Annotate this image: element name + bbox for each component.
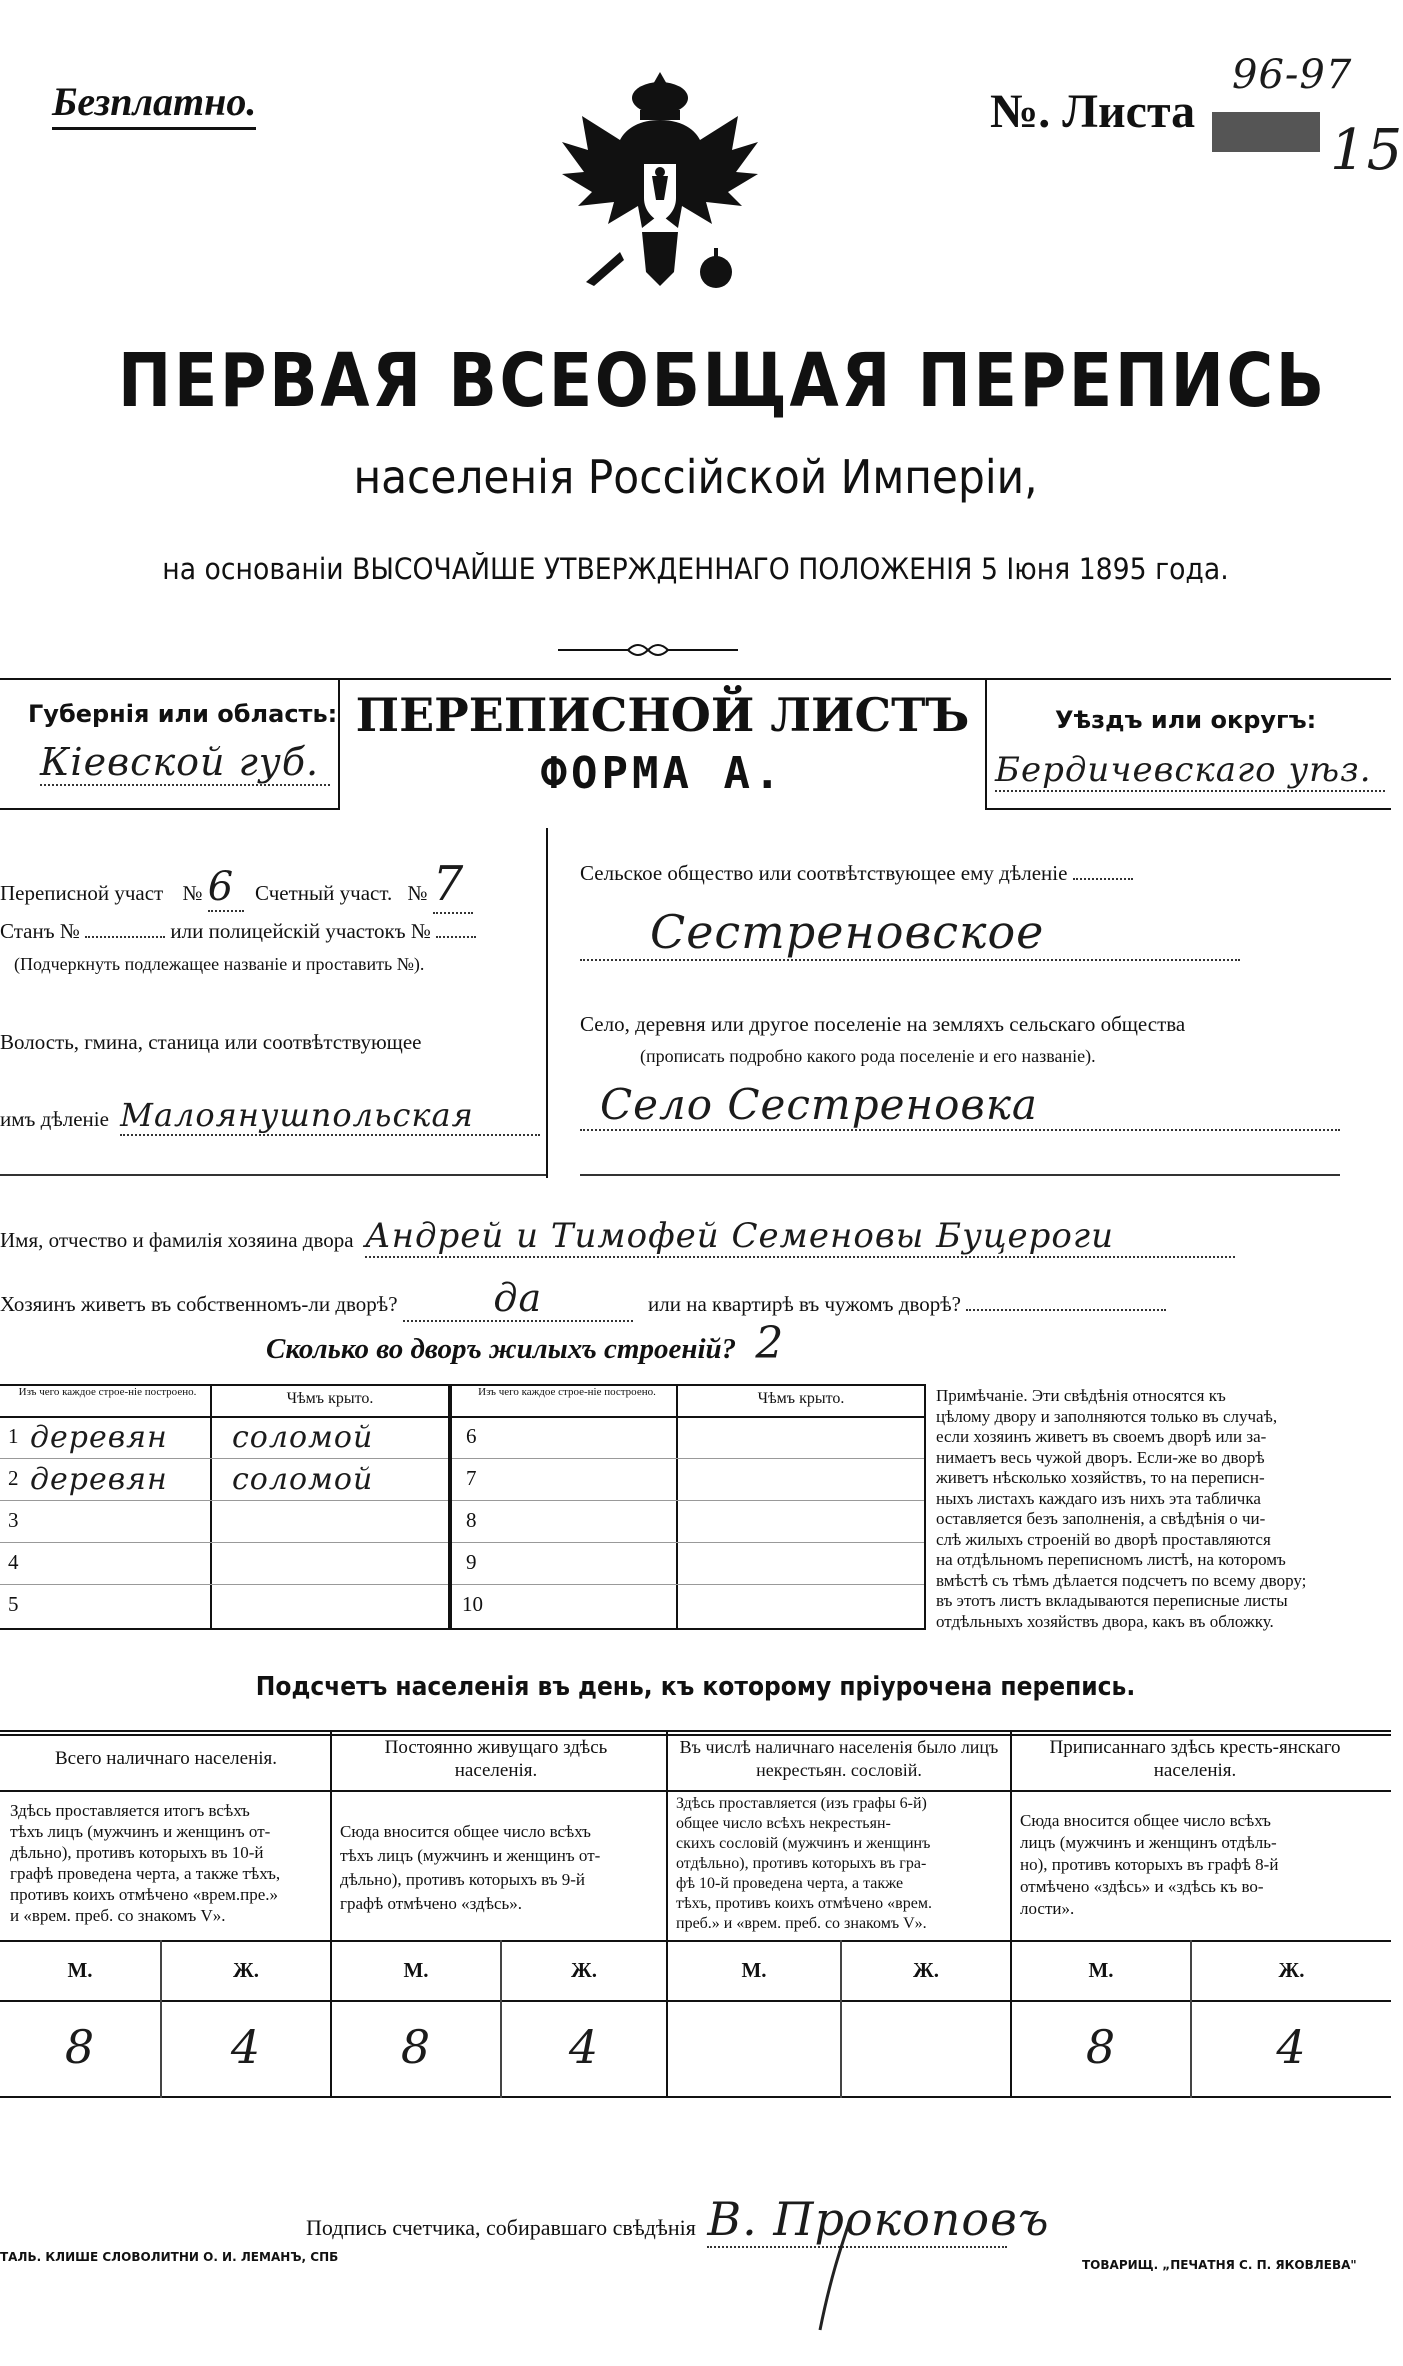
population-table bbox=[0, 1730, 1391, 2100]
population-col-title: Приписаннаго здѣсь кресть-янскаго населенія. bbox=[1049, 1737, 1341, 1781]
desc-line: дѣльно), противъ которыхъ въ 10-й bbox=[10, 1843, 264, 1862]
uezd-value: Бердичевскаго уѣз. bbox=[995, 750, 1385, 792]
female-header: Ж. bbox=[1278, 1958, 1305, 1982]
uezd-label: Уѣздъ или округъ: bbox=[1055, 706, 1317, 734]
male-count: 8 bbox=[64, 2020, 96, 2074]
population-col-title: Постоянно живущаго здѣсь населенія. bbox=[384, 1737, 608, 1781]
population-heading: Подсчетъ населенія въ день, къ которому пріурочена перепись. bbox=[255, 1672, 1136, 1702]
note-line: живетъ нѣсколько хозяйствъ, то на переписн- bbox=[936, 1468, 1265, 1487]
building-row-num: 8 bbox=[466, 1508, 477, 1532]
volost-value: Малоянушпольская bbox=[120, 1096, 540, 1136]
building-row-num: 10 bbox=[462, 1592, 483, 1616]
desc-line: скихъ сословій (мужчинъ и женщинъ bbox=[676, 1835, 931, 1852]
desc-line: Сюда вносится общее число всѣхъ bbox=[340, 1822, 591, 1841]
desc-line: общее число всѣхъ некрестьян- bbox=[676, 1815, 891, 1832]
male-header: М. bbox=[67, 1958, 93, 1982]
building-row-num: 3 bbox=[8, 1508, 19, 1532]
desc-line: графѣ отмѣчено «здѣсь». bbox=[340, 1894, 522, 1913]
side-mark: 15 bbox=[1330, 118, 1403, 183]
female-count: 4 bbox=[568, 2020, 600, 2074]
police-label: или полицейскій участокъ № bbox=[170, 919, 431, 943]
note-line: нимаетъ весь чужой дворъ. Если-же во дворѣ bbox=[936, 1447, 1265, 1467]
note-line: слѣ жилыхъ строеній во дворѣ проставляются bbox=[936, 1529, 1271, 1549]
desc-line: Сюда вносится общее число всѣхъ bbox=[1020, 1811, 1271, 1830]
building-row-num: 7 bbox=[466, 1466, 477, 1490]
society-label: Сельское общество или соотвѣтствующее ему дѣленіе bbox=[580, 861, 1068, 885]
underline-note: (Подчеркнуть подлежащее названіе и проставить №). bbox=[14, 954, 425, 974]
building-row-num: 5 bbox=[8, 1592, 19, 1616]
free-label: Безплатно. bbox=[52, 78, 256, 130]
owner-name-value: Андрей и Тимофей Семеновы Буцероги bbox=[365, 1216, 1235, 1258]
male-count: 8 bbox=[400, 2020, 432, 2074]
sheet-number-redaction bbox=[1212, 112, 1320, 152]
building-row-roof: соломой bbox=[232, 1420, 374, 1455]
building-row-num: 2 bbox=[8, 1466, 19, 1490]
male-header: М. bbox=[741, 1958, 767, 1982]
signature-row bbox=[306, 2192, 1050, 2248]
population-col-title: Всего наличнаго населенія. bbox=[54, 1748, 278, 1769]
female-header: Ж. bbox=[570, 1958, 597, 1982]
desc-line: и «врем. преб. со знакомъ V». bbox=[10, 1906, 226, 1925]
desc-line: отдѣльно), противъ которыхъ въ гра- bbox=[676, 1855, 927, 1872]
buildings-table bbox=[0, 1384, 926, 1630]
own-yard-value: да bbox=[403, 1276, 633, 1322]
stan-label: Станъ № bbox=[0, 919, 80, 943]
society-row bbox=[580, 860, 1133, 886]
gubernia-value: Кіевской губ. bbox=[40, 740, 330, 786]
residence-row bbox=[0, 1276, 1166, 1322]
note-line: если хозяинъ живетъ въ своемъ дворѣ или за- bbox=[936, 1427, 1267, 1446]
population-col-desc bbox=[1020, 1810, 1380, 1920]
building-row-num: 4 bbox=[8, 1550, 19, 1574]
desc-line: Здѣсь проставляется итогъ всѣхъ bbox=[10, 1801, 250, 1820]
document-title: ПЕРВАЯ ВСЕОБЩАЯ ПЕРЕПИСЬ bbox=[118, 338, 1327, 424]
form-title: ФОРМА А. bbox=[540, 748, 785, 799]
population-col-desc bbox=[676, 1794, 1006, 1934]
roof-header-right: Чѣмъ крыто. bbox=[757, 1390, 845, 1407]
note-line: Примѣчаніе. Эти свѣдѣнія относятся къ bbox=[936, 1386, 1226, 1405]
desc-line: графѣ проведена черта, а также тѣхъ, bbox=[10, 1864, 281, 1883]
desc-line: тѣхъ лицъ (мужчинъ и женщинъ от- bbox=[10, 1822, 271, 1841]
desc-line: лицъ (мужчинъ и женщинъ отдѣль- bbox=[1020, 1833, 1277, 1852]
desc-line: преб.» и «врем. преб. со знакомъ V». bbox=[676, 1915, 927, 1932]
volost-label: Волость, гмина, станица или соотвѣтствующее bbox=[0, 1030, 422, 1054]
society-value: Сестреновское bbox=[580, 905, 1240, 961]
male-header: М. bbox=[403, 1958, 429, 1982]
gubernia-label: Губернія или область: bbox=[28, 700, 338, 728]
material-header-left: Изъ чего каждое строе-ніе построено. bbox=[18, 1386, 197, 1398]
note-block bbox=[936, 1386, 1366, 1632]
building-row-num: 1 bbox=[8, 1424, 19, 1448]
material-header-right: Изъ чего каждое строе-ніе построено. bbox=[478, 1386, 656, 1398]
owner-name-row bbox=[0, 1216, 1235, 1258]
desc-line: лости». bbox=[1020, 1899, 1075, 1918]
building-row-num: 6 bbox=[466, 1424, 477, 1448]
male-count: 8 bbox=[1085, 2020, 1117, 2074]
ornament-divider bbox=[558, 640, 738, 660]
population-col-title: Въ числѣ наличнаго населенія было лицъ некрестьян. сословій. bbox=[679, 1737, 999, 1780]
count-value: 7 bbox=[433, 856, 473, 914]
sheet-number-value: 96-97 bbox=[1232, 52, 1353, 98]
roof-header-left: Чѣмъ крыто. bbox=[286, 1390, 374, 1407]
own-yard-label: Хозяинъ живетъ въ собственномъ-ли дворѣ? bbox=[0, 1292, 398, 1316]
count-no-symbol: № bbox=[407, 881, 428, 905]
rented-label: или на квартирѣ въ чужомъ дворѣ? bbox=[648, 1292, 961, 1316]
volost-row bbox=[0, 1096, 540, 1136]
building-row-num: 9 bbox=[466, 1550, 477, 1574]
stan-row bbox=[0, 918, 476, 944]
note-line: ныхъ листахъ каждаго изъ нихъ эта табличка bbox=[936, 1488, 1261, 1508]
signature-value: В. Прокоповъ bbox=[707, 2192, 1050, 2246]
male-header: М. bbox=[1088, 1958, 1114, 1982]
village-label: Село, деревня или другое поселеніе на земляхъ сельскаго общества bbox=[580, 1012, 1186, 1036]
signature-flourish bbox=[790, 2220, 890, 2340]
buildings-label: Сколько во дворъ жилыхъ строеній? bbox=[266, 1333, 737, 1365]
sheet-title: ПЕРЕПИСНОЙ ЛИСТЪ bbox=[355, 688, 970, 742]
desc-line: отмѣчено «здѣсь» и «здѣсь къ во- bbox=[1020, 1877, 1264, 1896]
female-header: Ж. bbox=[232, 1958, 259, 1982]
legal-basis: на основаніи ВЫСОЧАЙШЕ УТВЕРЖДЕННАГО ПОЛОЖЕНІЯ 5 Іюня 1895 года. bbox=[162, 552, 1229, 586]
volost-label-2: имъ дѣленіе bbox=[0, 1107, 109, 1131]
village-value: Село Сестреновка bbox=[580, 1080, 1340, 1131]
district-label: Переписной участ bbox=[0, 881, 164, 905]
population-col-desc bbox=[10, 1800, 330, 1926]
desc-line: противъ коихъ отмѣчено «врем.пре.» bbox=[10, 1885, 279, 1904]
sheet-number-label: №. Листа bbox=[990, 85, 1196, 138]
left-printer-credit: ТАЛЬ. КЛИШЕ СЛОВОЛИТНИ О. И. ЛЕМАНЪ, СПБ bbox=[0, 2250, 339, 2264]
building-row-material: деревян bbox=[30, 1420, 168, 1455]
note-line: въ этотъ листъ вкладываются переписные листы bbox=[936, 1591, 1288, 1610]
female-count: 4 bbox=[1276, 2020, 1307, 2074]
building-row-material: деревян bbox=[30, 1462, 168, 1497]
desc-line: дѣльно), противъ которыхъ въ 9-й bbox=[340, 1870, 586, 1889]
note-line: отдѣльныхъ хозяйствъ двора, какъ въ обложку. bbox=[936, 1611, 1274, 1631]
district-row bbox=[0, 856, 473, 914]
owner-name-label: Имя, отчество и фамилія хозяина двора bbox=[0, 1228, 354, 1252]
district-value: 6 bbox=[208, 864, 244, 912]
coat-of-arms-icon bbox=[560, 72, 760, 307]
count-label: Счетный участ. bbox=[255, 881, 393, 905]
note-line: цѣлому двору и заполняются только въ случаѣ, bbox=[936, 1406, 1278, 1426]
note-line: вмѣстѣ съ тѣмъ дѣлается подсчетъ по всему двору; bbox=[936, 1570, 1307, 1590]
note-line: на отдѣльномъ переписномъ листѣ, на которомъ bbox=[936, 1550, 1286, 1569]
building-row-roof: соломой bbox=[232, 1462, 374, 1497]
buildings-value: 2 bbox=[755, 1318, 785, 1369]
document-subtitle: населенія Россійской Имперіи, bbox=[353, 450, 1038, 504]
desc-line: тѣхъ, противъ коихъ отмѣчено «врем. bbox=[676, 1895, 932, 1912]
desc-line: тѣхъ лицъ (мужчинъ и женщинъ от- bbox=[340, 1846, 601, 1865]
village-note: (прописать подробно какого рода поселеніе и его названіе). bbox=[640, 1046, 1096, 1066]
female-header: Ж. bbox=[912, 1958, 939, 1982]
desc-line: фѣ 10-й проведена черта, а также bbox=[676, 1875, 904, 1892]
signature-label: Подпись счетчика, собиравшаго свѣдѣнія bbox=[306, 2215, 696, 2240]
desc-line: Здѣсь проставляется (изъ графы 6-й) bbox=[676, 1795, 927, 1812]
right-printer-credit: ТОВАРИЩ. „ПЕЧАТНЯ С. П. ЯКОВЛЕВА" bbox=[1082, 2258, 1357, 2272]
note-line: оставляется безъ заполненія, а свѣдѣнія о чи- bbox=[936, 1509, 1266, 1528]
population-col-desc bbox=[340, 1820, 660, 1916]
buildings-row bbox=[266, 1318, 805, 1369]
desc-line: но), противъ которыхъ въ графѣ 8-й bbox=[1020, 1855, 1279, 1874]
female-count: 4 bbox=[230, 2020, 262, 2074]
district-no-symbol: № bbox=[182, 881, 203, 905]
